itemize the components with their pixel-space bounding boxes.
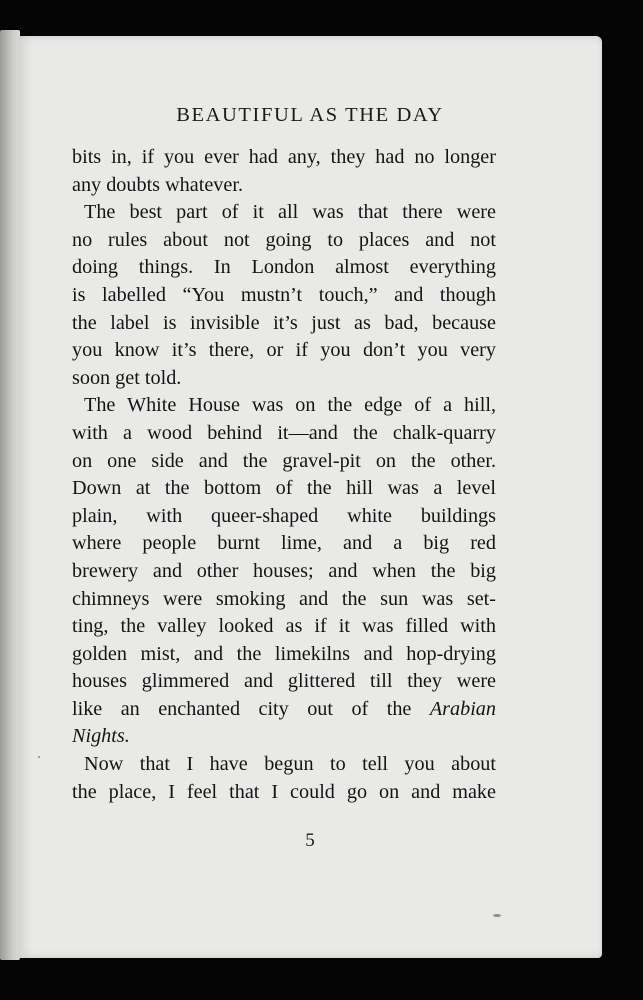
text-line: you know it’s there, or if you don’t you very [72, 339, 496, 362]
text-line: brewery and other houses; and when the big [72, 559, 496, 582]
page-number: 5 [305, 830, 315, 851]
paper-speck [38, 756, 40, 758]
text-run: like an enchanted city out of the [72, 697, 412, 720]
italic-title-word: Nights. [72, 725, 130, 748]
previous-page-edge [0, 30, 20, 960]
text-line: The best part of it all was that there were [84, 201, 496, 224]
text-line: with a wood behind it—and the chalk-quarry [72, 421, 496, 444]
text-line: Down at the bottom of the hill was a level [72, 477, 496, 500]
text-line: golden mist, and the limekilns and hop-drying [72, 642, 496, 665]
text-line: The White House was on the edge of a hill, [84, 394, 496, 417]
running-head: BEAUTIFUL AS THE DAY [176, 104, 444, 126]
text-line: no rules about not going to places and not [72, 228, 496, 251]
text-line [72, 696, 496, 724]
paper-speck [493, 914, 501, 917]
text-line: any doubts whatever. [72, 173, 243, 196]
text-line [72, 723, 496, 751]
text-line: Now that I have begun to tell you about [84, 753, 496, 776]
text-line: houses glimmered and glittered till they were [72, 670, 496, 693]
text-line: chimneys were smoking and the sun was set- [72, 587, 496, 610]
text-line: plain, with queer-shaped white buildings [72, 504, 496, 527]
text-line: the label is invisible it’s just as bad, because [72, 311, 496, 334]
text-line: ting, the valley looked as if it was filled with [72, 615, 496, 638]
text-line: bits in, if you ever had any, they had no longer [72, 146, 496, 168]
text-line: the place, I feel that I could go on and make [72, 780, 496, 803]
body-text [72, 144, 496, 806]
text-line: doing things. In London almost everything [72, 256, 496, 279]
text-line: where people burnt lime, and a big red [72, 532, 496, 555]
italic-title-word: Arabian [429, 697, 496, 720]
text-line: is labelled “You mustn’t touch,” and though [72, 283, 496, 306]
text-line: soon get told. [72, 366, 182, 389]
book-page [18, 36, 602, 958]
text-line: on one side and the gravel-pit on the other. [72, 449, 496, 472]
